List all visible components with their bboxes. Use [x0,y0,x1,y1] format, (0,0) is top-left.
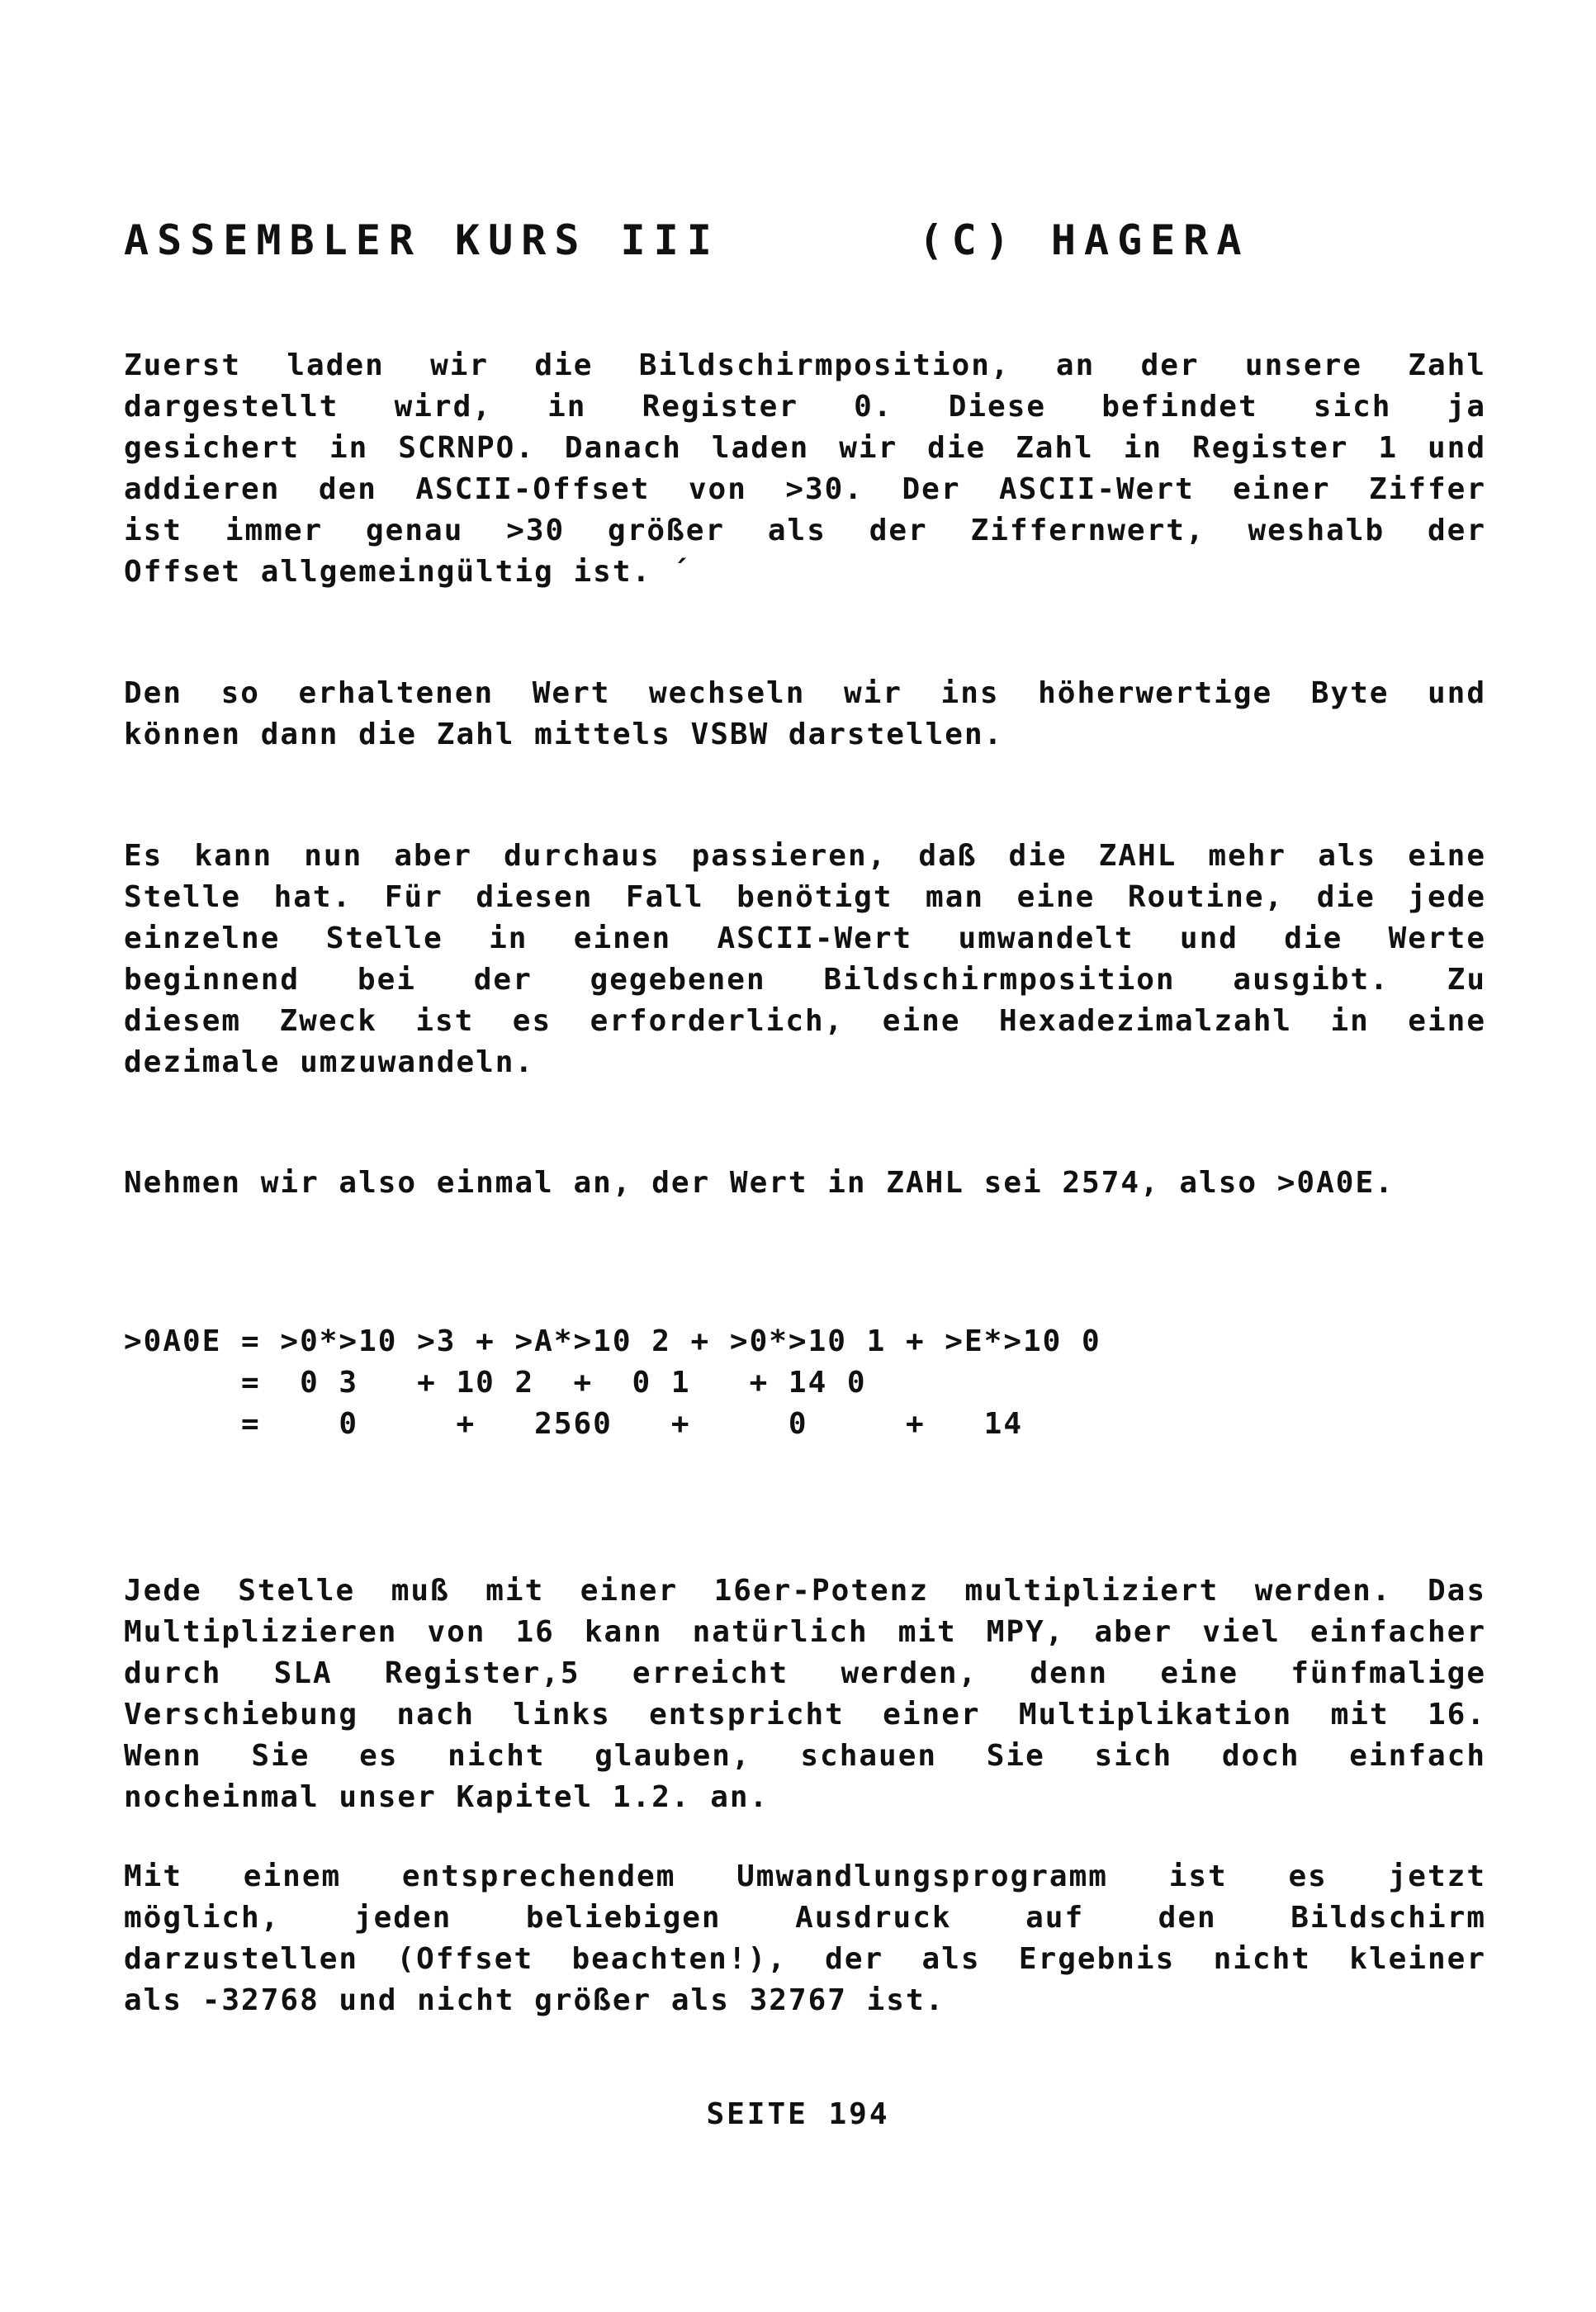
paragraph-4 [124,1163,1486,1204]
text-line: dargestellt wird, in Register 0. Diese befindet sich ja [124,390,1486,424]
text-line: gesichert in SCRNPO. Danach laden wir die Zahl in Register 1 und [124,431,1486,465]
paragraph-1 [124,345,1486,593]
text-line: als -32768 und nicht größer als 32767 ist. [124,1983,945,2017]
text-line: Offset allgemeingültig ist. ´ [124,555,691,589]
text-line: Zuerst laden wir die Bildschirmposition, an der unsere Zahl [124,348,1486,382]
text-line: addieren den ASCII-Offset von >30. Der ASCII-Wert einer Ziffer [124,472,1486,506]
paragraph-6 [124,1856,1486,2021]
text-line: ist immer genau >30 größer als der Ziffernwert, weshalb der [124,514,1486,547]
text-line: Es kann nun aber durchaus passieren, daß die ZAHL mehr als eine [124,839,1486,873]
text-line: Nehmen wir also einmal an, der Wert in ZAHL sei 2574, also >0A0E. [124,1166,1395,1200]
text-line: darzustellen (Offset beachten!), der als Ergebnis nicht kleiner [124,1942,1486,1976]
text-line: Den so erhaltenen Wert wechseln wir ins höherwertige Byte und [124,676,1486,710]
text-line: Jede Stelle muß mit einer 16er-Potenz multipliziert werden. Das [124,1574,1486,1608]
paragraph-3 [124,836,1486,1083]
formula-line: = 0 3 + 10 2 + 0 1 + 14 0 [124,1366,867,1400]
text-line: Multiplizieren von 16 kann natürlich mit MPY, aber viel einfacher [124,1615,1486,1649]
text-line: Mit einem entsprechendem Umwandlungsprogramm ist es jetzt [124,1860,1486,1893]
text-line: dezimale umzuwandeln. [124,1045,535,1079]
text-line: können dann die Zahl mittels VSBW darstellen. [124,718,1004,751]
text-line: einzelne Stelle in einen ASCII-Wert umwandelt und die Werte [124,921,1486,955]
page-header: ASSEMBLER KURS III (C) HAGERA [124,216,1250,264]
conversion-formula [124,1321,1280,1445]
text-line: diesem Zweck ist es erforderlich, eine Hexadezimalzahl in eine [124,1004,1486,1038]
text-line: möglich, jeden beliebigen Ausdruck auf den Bildschirm [124,1901,1486,1935]
text-line: nocheinmal unser Kapitel 1.2. an. [124,1780,770,1814]
formula-line: >0A0E = >0*>10 >3 + >A*>10 2 + >0*>10 1 + >E*>10 0 [124,1324,1101,1358]
text-line: Wenn Sie es nicht glauben, schauen Sie sich doch einfach [124,1739,1486,1773]
page-number: SEITE 194 [706,2097,890,2131]
paragraph-2 [124,673,1486,756]
paragraph-5 [124,1571,1486,1818]
text-line: Stelle hat. Für diesen Fall benötigt man eine Routine, die jede [124,880,1486,914]
text-line: beginnend bei der gegebenen Bildschirmposition ausgibt. Zu [124,963,1486,997]
formula-line: = 0 + 2560 + 0 + 14 [124,1407,1023,1441]
text-line: durch SLA Register,5 erreicht werden, denn eine fünfmalige [124,1656,1486,1690]
text-line: Verschiebung nach links entspricht einer Multiplikation mit 16. [124,1698,1486,1732]
